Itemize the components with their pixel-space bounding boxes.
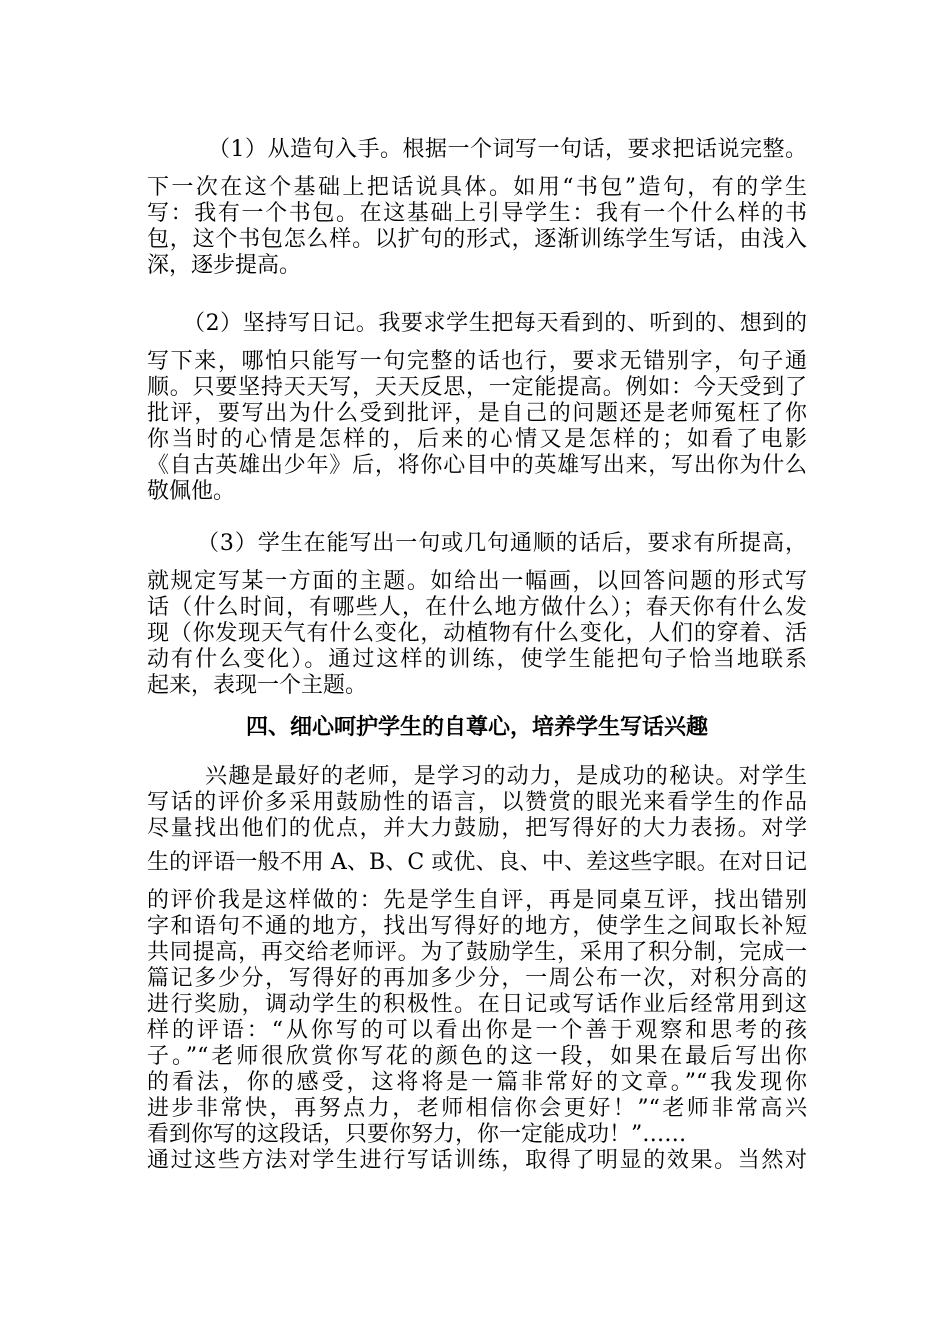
paragraph-4-line-2: 写话的评价多采用鼓励性的语言，以赞赏的眼光来看学生的作品 bbox=[147, 790, 807, 815]
paragraph-3-line-2: 就规定写某一方面的主题。如给出一幅画，以回答问题的形式写 bbox=[147, 569, 807, 594]
paragraph-4-line-11: 子。”“老师很欣赏你写花的颜色的这一段，如果在最后写出你 bbox=[147, 1044, 807, 1069]
paragraph-1-line-1: （1）从造句入手。根据一个词写一句话，要求把话说完整。 bbox=[208, 137, 807, 162]
paragraph-1-line-5: 深，逐步提高。 bbox=[147, 253, 302, 278]
paragraph-3-line-6: 起来，表现一个主题。 bbox=[147, 673, 368, 698]
paragraph-2-line-4: 批评，要写出为什么受到批评，是自己的问题还是老师冤枉了你 bbox=[147, 401, 807, 426]
paragraph-4-line-1: 兴趣是最好的老师，是学习的动力，是成功的秘诀。对学生 bbox=[205, 764, 807, 789]
paragraph-2-line-1: （2）坚持写日记。我要求学生把每天看到的、听到的、想到的 bbox=[183, 311, 807, 336]
paragraph-3-line-4: 现（你发现天气有什么变化，动植物有什么变化，人们的穿着、活 bbox=[147, 621, 807, 646]
paragraph-2-line-2: 写下来，哪怕只能写一句完整的话也行，要求无错别字，句子通 bbox=[147, 349, 807, 374]
paragraph-1-line-2: 下一次在这个基础上把话说具体。如用“书包”造句，有的学生 bbox=[147, 175, 807, 200]
paragraph-2-line-3: 顺。只要坚持天天写，天天反思，一定能提高。例如：今天受到了 bbox=[147, 375, 807, 400]
paragraph-4-line-8: 篇记多少分，写得好的再加多少分，一周公布一次，对积分高的 bbox=[147, 966, 807, 991]
paragraph-2-line-5: 你当时的心情是怎样的，后来的心情又是怎样的；如看了电影 bbox=[147, 427, 807, 452]
paragraph-1-line-4: 包，这个书包怎么样。以扩句的形式，逐渐训练学生写话，由浅入 bbox=[147, 227, 807, 252]
paragraph-4-line-4: 生的评语一般不用 A、B、C 或优、良、中、差这些字眼。在对日记 bbox=[147, 850, 807, 875]
paragraph-3-line-5: 动有什么变化）。通过这样的训练，使学生能把句子恰当地联系 bbox=[147, 647, 807, 672]
paragraph-4-line-3: 尽量找出他们的优点，并大力鼓励，把写得好的大力表扬。对学 bbox=[147, 816, 807, 841]
paragraph-2-line-7: 敬佩他。 bbox=[147, 479, 236, 504]
paragraph-4-line-7: 共同提高，再交给老师评。为了鼓励学生，采用了积分制，完成一 bbox=[147, 940, 807, 965]
paragraph-4-line-15: 通过这些方法对学生进行写话训练，取得了明显的效果。当然对 bbox=[147, 1148, 807, 1173]
paragraph-4-line-5: 的评价我是这样做的：先是学生自评，再是同桌互评，找出错别 bbox=[147, 888, 807, 913]
paragraph-4-line-9: 进行奖励，调动学生的积极性。在日记或写话作业后经常用到这 bbox=[147, 992, 807, 1017]
paragraph-3-line-1: （3）学生在能写出一句或几句通顺的话后，要求有所提高， bbox=[197, 531, 807, 556]
paragraph-4-line-12: 的看法，你的感受，这将将是一篇非常好的文章。”“我发现你 bbox=[147, 1070, 807, 1095]
paragraph-4-line-6: 字和语句不通的地方，找出写得好的地方，使学生之间取长补短 bbox=[147, 914, 807, 939]
paragraph-2-line-6: 《自古英雄出少年》后，将你心目中的英雄写出来，写出你为什么 bbox=[147, 453, 807, 478]
paragraph-3-line-3: 话（什么时间，有哪些人，在什么地方做什么）；春天你有什么发 bbox=[147, 595, 807, 620]
paragraph-4-line-13: 进步非常快，再努点力，老师相信你会更好！”“老师非常高兴 bbox=[147, 1096, 807, 1121]
paragraph-1-line-3: 写：我有一个书包。在这基础上引导学生：我有一个什么样的书 bbox=[147, 201, 807, 226]
section-heading: 四、细心呵护学生的自尊心，培养学生写话兴趣 bbox=[245, 715, 708, 740]
paragraph-4-line-14: 看到你写的这段话，只要你努力，你一定能成功！”…… bbox=[147, 1122, 687, 1147]
paragraph-4-line-10: 样的评语：“从你写的可以看出你是一个善于观察和思考的孩 bbox=[147, 1018, 807, 1043]
